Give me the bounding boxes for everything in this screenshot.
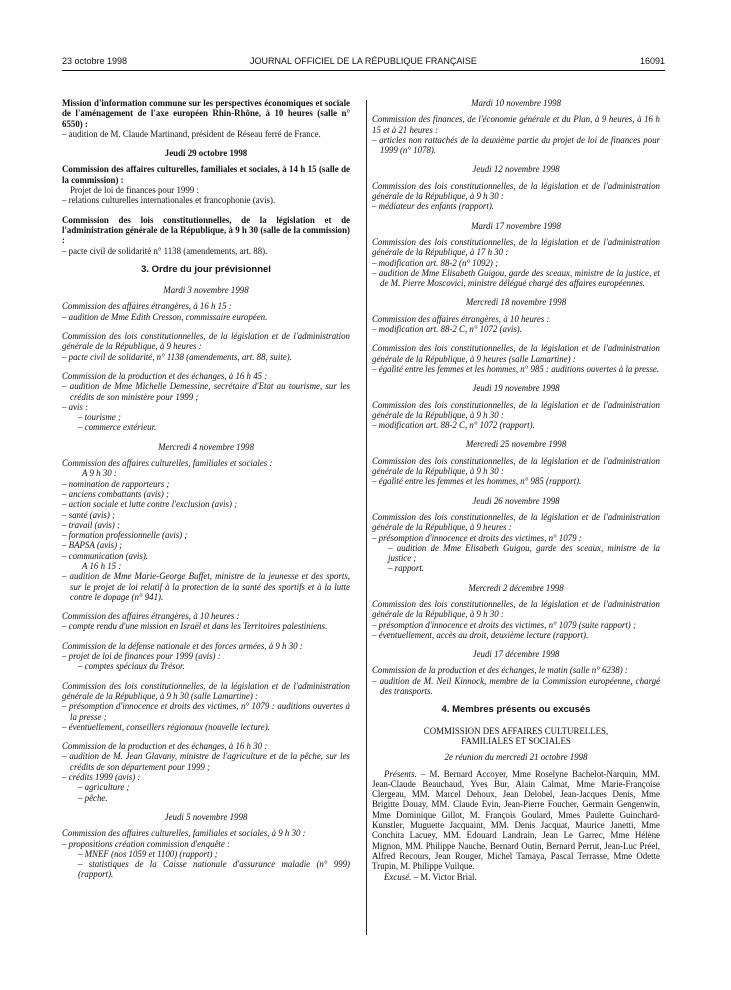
agenda-subitem: – MNEF (nos 1059 et 1100) (rapport) ; [78, 848, 218, 859]
agenda-item: – audition de Mme Elisabeth Guigou, garde des sceaux, ministre de la justice, et de M. Pierre Moscovici, ministre délégué chargé des affaires européennes. [372, 267, 660, 289]
commission-name: FAMILIALES ET SOCIALES [461, 735, 571, 746]
agenda-item: – pacte civil de solidarité, n° 1138 (amendements, art. 88, suite). [62, 351, 292, 362]
commission-title: Commission des lois constitutionnelles, de la législation et de l'administration générale de la République, à 9 heures : [372, 511, 660, 533]
commission-title: Commission de la production et des échanges, le matin (salle n° 6238) : [372, 665, 628, 676]
commission-title: Commission des affaires étrangères, à 10 heures : [372, 313, 550, 324]
commission-title: Commission des lois constitutionnelles, de la législation et de l'administration générale de la République, à 17 h 30 : [372, 236, 660, 258]
agenda-item: – formation professionnelle (avis) ; [62, 530, 188, 541]
agenda-item: – audition de Mme Marie-George Buffet, ministre de la jeunesse et des sports, sur le projet de loi relatif à la protection de la santé des sportifs et à la lutte contre le dopage (n° 941). [62, 571, 350, 602]
agenda-item: – éventuellement, conseillers régionaux (nouvelle lecture). [62, 721, 270, 732]
date-heading: Jeudi 26 novembre 1998 [472, 495, 560, 506]
meeting-date: 2e réunion du mercredi 21 octobre 1998 [444, 752, 588, 763]
agenda-item: – nomination de rapporteurs ; [62, 478, 170, 489]
commission-title: Commission de la défense nationale et des forces armées, à 9 h 30 : [62, 640, 303, 651]
agenda-block [62, 458, 350, 602]
date-heading: Mercredi 4 novembre 1998 [158, 441, 254, 452]
commission-title: Commission de la production et des échanges, à 16 h 45 : [62, 370, 268, 381]
commission-title: Commission des lois constitutionnelles, de la législation et de l'administration générale de la République, à 9 h 30 : [372, 455, 660, 477]
commission-title: Commission des lois constitutionnelles, de la législation et de l'administration générale de la République, à 9 h 30 : [372, 180, 660, 202]
agenda-item: – santé (avis) ; [62, 509, 115, 520]
page-number: 16091 [639, 56, 665, 66]
date-heading: Jeudi 19 novembre 1998 [472, 383, 560, 394]
cult-block [62, 164, 350, 205]
excuse-list: – M. Victor Brial. [411, 871, 477, 882]
right-column [372, 98, 660, 978]
agenda-item: – modification art. 88-2 C, n° 1072 (rapport). [372, 420, 535, 431]
agenda-item: – présomption d'innocence et droits des victimes, n° 1079 : [372, 532, 582, 543]
agenda-item: – propositions création commission d'enquête : [62, 838, 230, 849]
excuses-paragraph [372, 872, 660, 882]
commission-title: Commission des affaires culturelles, familiales et sociales, à 9 h 30 : [62, 828, 306, 839]
agenda-block [62, 611, 350, 632]
agenda-subitem: – pêche. [78, 792, 108, 803]
commission-title: Commission de la production et des échanges, à 16 h 30 : [62, 741, 268, 752]
mission-title: Mission d'information commune sur les perspectives économiques et sociale de l'aménagement de l'axe européen Rhin-Rhône, à 10 heures (salle n° 6550) : [62, 98, 350, 129]
cult-line: Projet de loi de finances pour 1999 : [70, 185, 199, 196]
agenda-block [372, 512, 660, 574]
agenda-item: – projet de loi de finances pour 1999 (avis) : [62, 651, 221, 662]
agenda-block [372, 665, 660, 696]
cult-title: Commission des affaires culturelles, familiales et sociales, à 14 h 15 (salle de la commission) : [62, 164, 350, 185]
date-heading: Jeudi 17 décembre 1998 [472, 649, 560, 660]
date-heading: Mercredi 2 décembre 1998 [468, 582, 564, 593]
mission-item: – audition de M. Claude Martinand, président de Réseau ferré de France. [62, 128, 321, 139]
header-rule [62, 70, 665, 71]
agenda-subitem: – commerce extérieur. [78, 422, 157, 433]
agenda-item: – communication (avis). [62, 550, 149, 561]
agenda-item: – égalité entre les femmes et les hommes, n° 985 : auditions ouvertes à la presse. [372, 363, 660, 374]
agenda-item: – audition de M. Jean Glavany, ministre de l'agriculture et de la pêche, sur les crédits de son département pour 1999 ; [62, 751, 350, 772]
agenda-block [372, 181, 660, 212]
agenda-item: – audition de M. Neil Kinnock, membre de la Commission européenne, chargé des transports. [372, 675, 660, 697]
agenda-block [62, 331, 350, 362]
agenda-item: – présomption d'innocence et droits des victimes, n° 1079 (suite rapport) ; [372, 619, 636, 630]
lois-block [62, 215, 350, 256]
agenda-block [372, 599, 660, 640]
commission-title: Commission des finances, de l'économie générale et du Plan, à 9 heures, à 16 h 15 et à 21 heures : [372, 114, 660, 135]
agenda-block [62, 641, 350, 672]
commission-title: Commission des lois constitutionnelles, de la législation et de l'administration générale de la République, à 9 h 30 (salle Lamartine) : [62, 680, 350, 701]
agenda-subitem: – statistiques de la Caisse nationale d'assurance maladie (n° 999) (rapport). [78, 859, 350, 880]
agenda-block [62, 301, 350, 322]
commission-title: Commission des affaires étrangères, à 10 heures : [62, 611, 240, 622]
agenda-subitem: – comptes spéciaux du Trésor. [78, 661, 185, 672]
agenda-item: – médiateur des enfants (rapport). [372, 201, 495, 212]
lois-item: – pacte civil de solidarité n° 1138 (amendements, art. 88). [62, 245, 268, 256]
agenda-subitem: – rapport. [388, 563, 424, 574]
agenda-block [372, 314, 660, 335]
header-title: JOURNAL OFFICIEL DE LA RÉPUBLIQUE FRANÇAISE [250, 56, 477, 66]
agenda-item: – anciens combattants (avis) ; [62, 488, 169, 499]
agenda-item: – audition de Mme Edith Cresson, commissaire européen. [62, 311, 268, 322]
column-divider [366, 100, 367, 935]
time-label: A 16 h 15 : [82, 560, 122, 571]
time-label: A 9 h 30 : [82, 468, 117, 479]
agenda-item: – modification art. 88-2 C, n° 1072 (avis). [372, 324, 522, 335]
agenda-block [372, 456, 660, 487]
commission-name: COMMISSION DES AFFAIRES CULTURELLES, [423, 725, 609, 736]
agenda-subitem: – tourisme ; [78, 412, 121, 423]
commission-title: Commission des affaires étrangères, à 16 h 15 : [62, 301, 232, 312]
agenda-item: – avis : [62, 401, 89, 412]
presents-paragraph [372, 769, 660, 872]
commission-title: Commission des lois constitutionnelles, de la législation et de l'administration générale de la République, à 9 h 30 : [372, 399, 660, 420]
date-heading: Jeudi 12 novembre 1998 [472, 164, 560, 175]
agenda-block [372, 237, 660, 288]
agenda-subitem: – audition de Mme Elisabeth Guigou, garde des sceaux, ministre de la justice ; [388, 542, 660, 564]
agenda-subitem: – agriculture ; [78, 782, 130, 793]
mission-block [62, 98, 350, 139]
commission-title: Commission des lois constitutionnelles, de la législation et de l'administration générale de la République, à 9 h 30 : [372, 598, 660, 620]
header-date: 23 octobre 1998 [62, 56, 128, 66]
date-heading: Jeudi 29 octobre 1998 [164, 148, 248, 159]
agenda-item: – égalité entre les femmes et les hommes, n° 985 (rapport). [372, 476, 582, 487]
agenda-block [62, 681, 350, 732]
lois-title: Commission des lois constitutionnelles, de la législation et de l'administration générale de la République, à 9 h 30 (salle de la commission) : [62, 214, 350, 246]
date-heading: Mardi 3 novembre 1998 [163, 285, 249, 296]
agenda-item: – modification art. 88-2 (n° 1092) ; [372, 257, 499, 268]
agenda-block [62, 828, 350, 879]
section-heading: 4. Membres présents ou excusés [441, 704, 591, 716]
section-heading: 3. Ordre du jour prévisionnel [141, 263, 271, 275]
agenda-item: – audition de Mme Michelle Demessine, secrétaire d'Etat au tourisme, sur les crédits de son ministère pour 1999 ; [62, 381, 350, 402]
date-heading: Mercredi 25 novembre 1998 [465, 439, 567, 450]
cult-item: – relations culturelles internationales et francophonie (avis). [62, 195, 276, 206]
agenda-item: – présomption d'innocence et droits des victimes, n° 1079 : auditions ouvertes à la presse ; [62, 701, 350, 722]
agenda-block [62, 371, 350, 433]
commission-title: Commission des affaires culturelles, familiales et sociales : [62, 458, 273, 469]
left-column [62, 98, 350, 978]
agenda-block [372, 400, 660, 431]
agenda-block [62, 741, 350, 803]
date-heading: Mardi 17 novembre 1998 [471, 220, 561, 231]
agenda-item: – action sociale et lutte contre l'exclusion (avis) ; [62, 499, 238, 510]
agenda-item: – compte rendu d'une mission en Israël et dans les Territoires palestiniens. [62, 621, 328, 632]
agenda-item: – travail (avis) ; [62, 519, 120, 530]
presents-label: Présents. [384, 768, 417, 779]
agenda-item: – articles non rattachés de la deuxième partie du projet de loi de finances pour 1999 (n° 1078). [372, 134, 660, 156]
date-heading: Mardi 10 novembre 1998 [471, 98, 561, 108]
agenda-item: – BAPSA (avis) ; [62, 540, 123, 551]
excuse-label: Excusé. [384, 871, 412, 882]
agenda-block [372, 114, 660, 155]
commission-title: Commission des lois constitutionnelles, de la législation et de l'administration générale de la République, à 9 heures (salle Lamartine) : [372, 343, 660, 364]
agenda-item: – crédits 1999 (avis) : [62, 772, 141, 783]
date-heading: Mercredi 18 novembre 1998 [465, 297, 567, 308]
agenda-item: – éventuellement, accès au droit, deuxième lecture (rapport). [372, 629, 589, 640]
commission-title: Commission des lois constitutionnelles, de la législation et de l'administration générale de la République, à 9 heures : [62, 331, 350, 352]
date-heading: Jeudi 5 novembre 1998 [164, 811, 248, 822]
presents-list: – M. Bernard Accoyer, Mme Roselyne Bachelot-Narquin, MM. Jean-Claude Beauchaud, Yves Bur, Alain Calmat, Mme Marie-Françoise Clergeau, MM. Marcel Dehoux, Jean Delobel, Jean-Jacques Denis, Mme Brigitte Douay, MM. Claude Evin, Jean-Pierre Foucher, Germain Gengenwin, Mme Dominique Gillot, M. François Goulard, Mmes Paulette Guinchard-Kunstler, Muguette Jacquaint, MM. Denis Jacquat, Maurice Janetti, Mme Conchita Lacuey, MM. Edouard Landrain, Jean Le Garrec, Mme Hélène Mignon, MM. Philippe Nauche, Bernard Outin, Bernard Perrut, Jean-Luc Préel, Alfred Recours, Jean Rouger, Michel Tamaya, Pascal Terrasse, Mme Odette Trupin, M. Philippe Vuilque. [372, 768, 660, 872]
agenda-block [372, 343, 660, 374]
